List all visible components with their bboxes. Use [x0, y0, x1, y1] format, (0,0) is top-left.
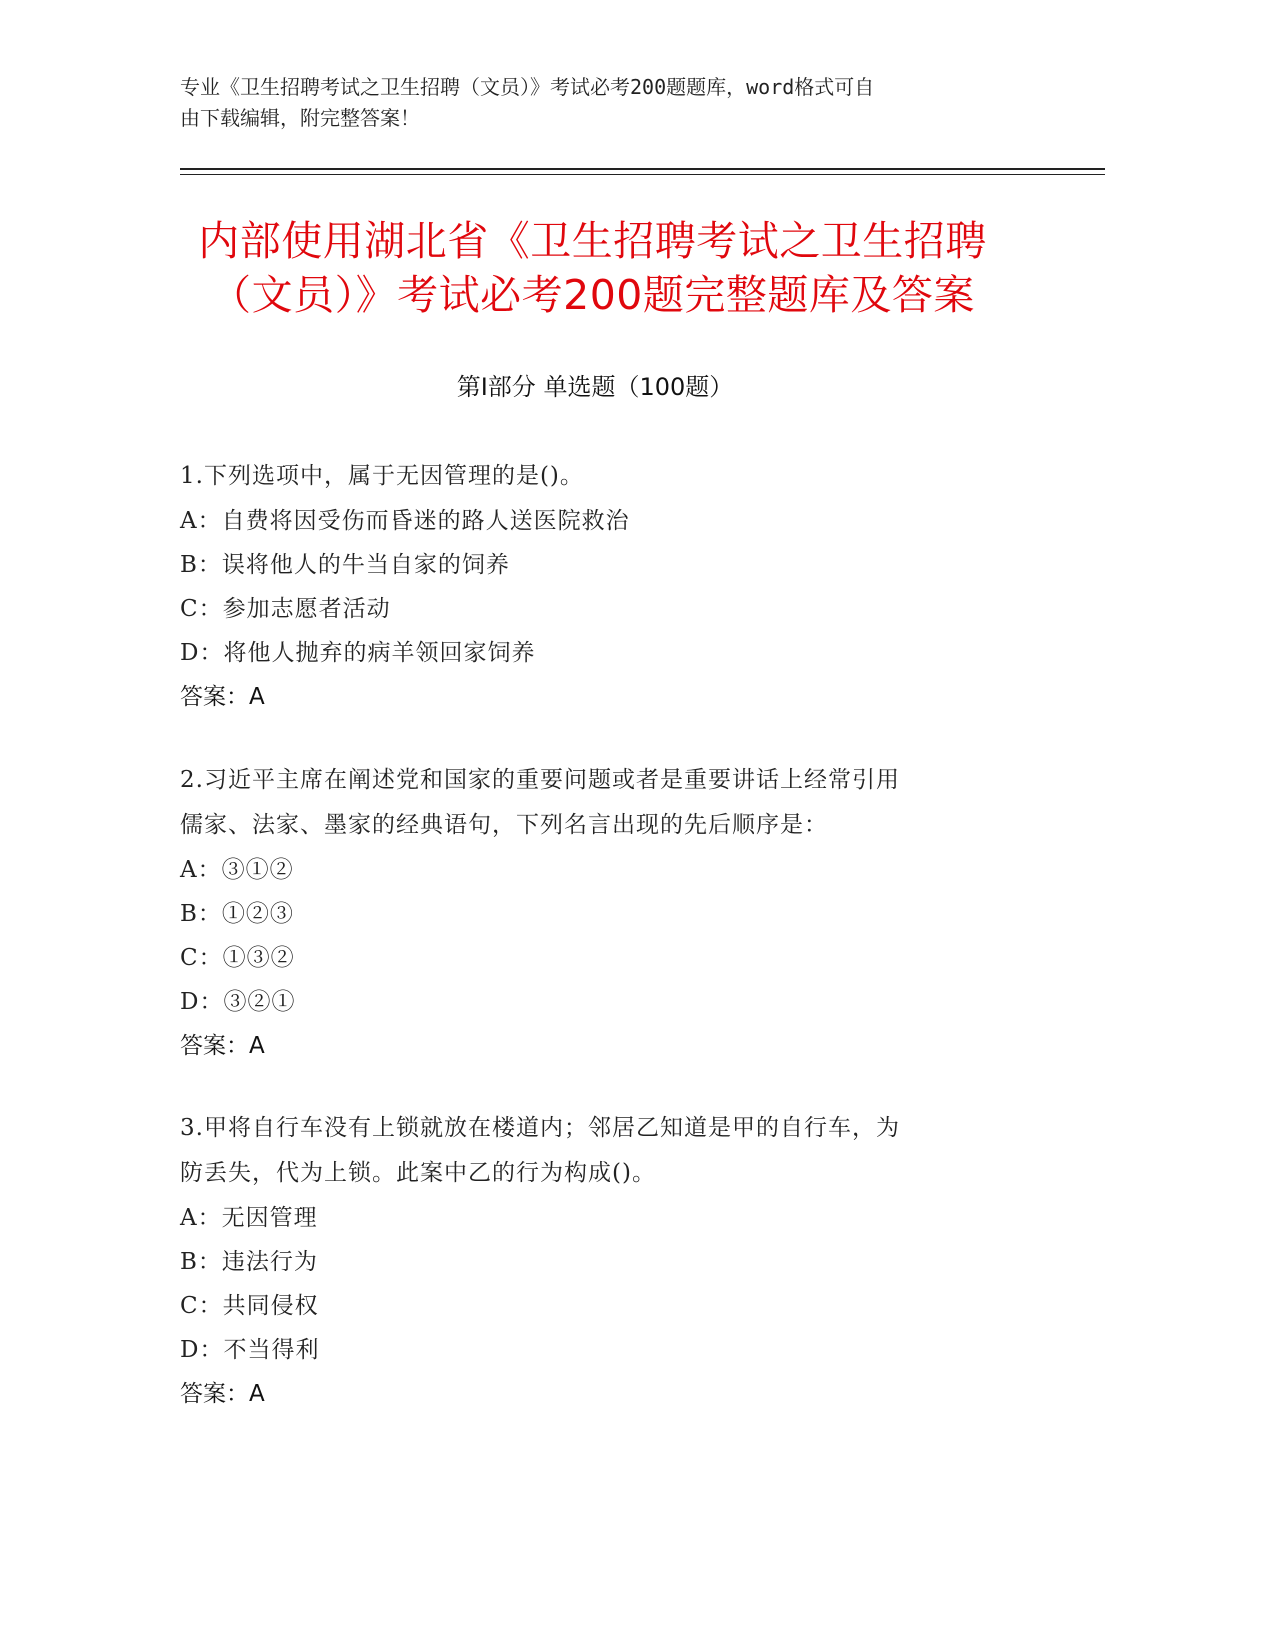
question-stem: 3.甲将自行车没有上锁就放在楼道内；邻居乙知道是甲的自行车，为 — [180, 1115, 900, 1141]
document-title-line: （文员）》考试必考200题完整题库及答案 — [210, 271, 975, 319]
option-b: B：违法行为 — [180, 1249, 318, 1275]
answer: 答案：A — [180, 1033, 265, 1059]
option-b: B：①②③ — [180, 901, 294, 927]
question-3 — [180, 1106, 1040, 1416]
header-note-line: 专业《卫生招聘考试之卫生招聘（文员）》考试必考200题题库，word格式可自 — [180, 75, 875, 99]
header-note — [180, 72, 1040, 134]
option-a: A：自费将因受伤而昏迷的路人送医院救治 — [180, 508, 630, 534]
header-divider-thick — [180, 168, 1105, 170]
option-c: C：共同侵权 — [180, 1293, 319, 1319]
question-stem: 防丢失，代为上锁。此案中乙的行为构成()。 — [180, 1160, 656, 1186]
document-title — [170, 214, 1015, 322]
option-d: D：③②① — [180, 989, 296, 1015]
option-c: C：①③② — [180, 945, 295, 971]
option-a: A：无因管理 — [180, 1205, 318, 1231]
question-stem: 儒家、法家、墨家的经典语句，下列名言出现的先后顺序是： — [180, 812, 828, 838]
header-divider-thin — [180, 174, 1105, 175]
option-d: D：将他人抛弃的病羊领回家饲养 — [180, 640, 536, 666]
header-note-line: 由下载编辑，附完整答案！ — [180, 106, 420, 130]
question-stem: 1.下列选项中，属于无因管理的是()。 — [180, 463, 584, 489]
question-2 — [180, 758, 1040, 1068]
answer: 答案：A — [180, 1381, 265, 1407]
answer: 答案：A — [180, 684, 265, 710]
option-b: B：误将他人的牛当自家的饲养 — [180, 552, 510, 578]
document-title-line: 内部使用湖北省《卫生招聘考试之卫生招聘 — [198, 217, 987, 265]
option-d: D：不当得利 — [180, 1337, 320, 1363]
question-stem: 2.习近平主席在阐述党和国家的重要问题或者是重要讲话上经常引用 — [180, 767, 900, 793]
question-1 — [180, 454, 1040, 719]
option-c: C：参加志愿者活动 — [180, 596, 391, 622]
section-title: 第Ⅰ部分 单选题（100题） — [456, 373, 734, 401]
option-a: A：③①② — [180, 857, 294, 883]
